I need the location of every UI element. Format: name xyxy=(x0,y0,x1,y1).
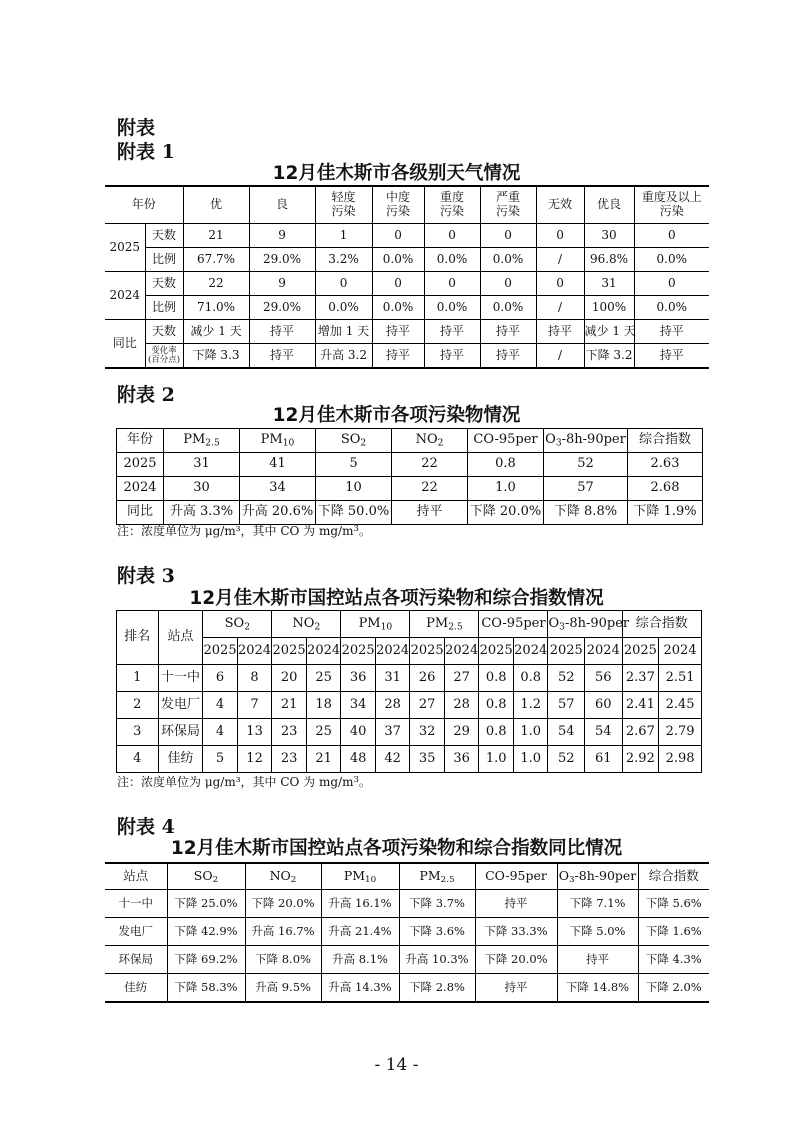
year-cell: 2025 xyxy=(622,638,659,665)
table3-data-row xyxy=(117,665,702,692)
pollutant-table xyxy=(116,428,703,525)
data-cell: 持平 xyxy=(536,320,584,344)
table1-label: 附表 1 xyxy=(117,141,175,163)
header-cell: 排名 xyxy=(117,611,159,665)
data-cell: / xyxy=(536,248,584,272)
table2-label: 附表 2 xyxy=(117,384,175,406)
data-cell: 9 xyxy=(249,224,315,248)
table4-data-row xyxy=(105,974,709,1003)
data-cell: 10 xyxy=(316,477,392,501)
data-cell: 0.0% xyxy=(634,248,709,272)
header-cell: $PM_{2.5}$ xyxy=(399,863,475,890)
row-label-cell: 比例 xyxy=(145,296,183,320)
data-cell: 4 xyxy=(203,719,238,746)
data-cell: 34 xyxy=(240,477,316,501)
data-cell: 0.0% xyxy=(424,296,480,320)
year-cell: 2024 xyxy=(444,638,479,665)
header-cell: 良 xyxy=(249,186,315,224)
data-cell: 2.98 xyxy=(659,746,702,773)
data-cell: 持平 xyxy=(480,320,536,344)
header-cell: $PM_{10}$ xyxy=(240,429,316,453)
data-cell: 67.7% xyxy=(183,248,249,272)
table1-data-row xyxy=(105,272,709,296)
year-cell: 2025 xyxy=(341,638,376,665)
data-cell: 4 xyxy=(203,692,238,719)
table3-title: 12月佳木斯市国控站点各项污染物和综合指数情况 xyxy=(189,588,604,609)
table3-label: 附表 3 xyxy=(117,565,175,587)
table2-title: 12月佳木斯市各项污染物情况 xyxy=(272,405,521,426)
data-cell: 0.8 xyxy=(468,453,544,477)
table2-header-row xyxy=(117,429,703,453)
header-cell: 年份 xyxy=(117,429,164,453)
data-cell: 0 xyxy=(634,224,709,248)
data-cell: 下降 14.8% xyxy=(557,974,638,1003)
data-cell: 下降 5.6% xyxy=(638,890,709,918)
data-cell: 54 xyxy=(548,719,585,746)
data-cell: 持平 xyxy=(557,946,638,974)
header-cell: $NO_2$ xyxy=(272,611,341,638)
data-cell: 0.8 xyxy=(479,692,514,719)
weather-level-table xyxy=(105,185,709,369)
data-cell: 升高 3.3% xyxy=(164,501,240,525)
data-cell: 下降 3.2 xyxy=(584,344,634,369)
data-cell: 28 xyxy=(444,692,479,719)
data-cell: 61 xyxy=(585,746,623,773)
data-cell: 持平 xyxy=(424,344,480,369)
data-cell: 下降 3.3 xyxy=(183,344,249,369)
header-cell: 综合指数 xyxy=(628,429,703,453)
data-cell: 2.41 xyxy=(622,692,659,719)
data-cell: 持平 xyxy=(475,890,557,918)
data-cell: 12 xyxy=(237,746,272,773)
data-cell: 2.68 xyxy=(628,477,703,501)
data-cell: 升高 16.1% xyxy=(321,890,399,918)
row-label-cell: 天数 xyxy=(145,320,183,344)
header-cell: $PM_{10}$ xyxy=(341,611,410,638)
data-cell: 34 xyxy=(341,692,376,719)
data-cell: 57 xyxy=(548,692,585,719)
data-cell: 升高 16.7% xyxy=(245,918,321,946)
row-label-cell: 天数 xyxy=(145,272,183,296)
data-cell: 60 xyxy=(585,692,623,719)
row-label-cell: 变化率 (百分点) xyxy=(145,344,183,369)
header-cell: 重度 污染 xyxy=(424,186,480,224)
row-label-cell: 2025 xyxy=(117,453,164,477)
data-cell: 29.0% xyxy=(249,248,315,272)
data-cell: 下降 2.8% xyxy=(399,974,475,1003)
data-cell: 21 xyxy=(306,746,341,773)
data-cell: 36 xyxy=(341,665,376,692)
table4-header-row xyxy=(105,863,709,890)
table4-label: 附表 4 xyxy=(117,816,175,838)
appendix-label: 附表 xyxy=(117,117,156,139)
table4-data-row xyxy=(105,918,709,946)
data-cell: 0.0% xyxy=(480,296,536,320)
data-cell: 52 xyxy=(548,746,585,773)
header-cell: 站点 xyxy=(158,611,203,665)
data-cell: 30 xyxy=(584,224,634,248)
data-cell: 0.8 xyxy=(479,665,514,692)
data-cell: 下降 1.9% xyxy=(628,501,703,525)
data-cell: 2.63 xyxy=(628,453,703,477)
data-cell: 1.0 xyxy=(479,746,514,773)
header-cell: $PM_{2.5}$ xyxy=(164,429,240,453)
data-cell: 1.0 xyxy=(513,719,548,746)
data-cell: 0.8 xyxy=(513,665,548,692)
data-cell: 下降 7.1% xyxy=(557,890,638,918)
header-cell: $O_3-8h-90per$ xyxy=(544,429,628,453)
data-cell: 下降 58.3% xyxy=(167,974,245,1003)
data-cell: 5 xyxy=(316,453,392,477)
data-cell: 22 xyxy=(183,272,249,296)
data-cell: 41 xyxy=(240,453,316,477)
data-cell: 0 xyxy=(315,272,372,296)
table1-data-row xyxy=(105,248,709,272)
data-cell: 持平 xyxy=(249,320,315,344)
row-label-cell: 2024 xyxy=(117,477,164,501)
header-cell: CO-95per xyxy=(475,863,557,890)
table2-data-row xyxy=(117,501,703,525)
table1-data-row xyxy=(105,320,709,344)
data-cell: 下降 8.0% xyxy=(245,946,321,974)
data-cell: 下降 5.0% xyxy=(557,918,638,946)
table2-data-row xyxy=(117,477,703,501)
header-cell: 综合指数 xyxy=(638,863,709,890)
data-cell: 下降 2.0% xyxy=(638,974,709,1003)
table3-header-row xyxy=(117,611,702,638)
rank-cell: 3 xyxy=(117,719,159,746)
data-cell: 22 xyxy=(392,453,468,477)
site-pollutant-table xyxy=(116,610,702,773)
data-cell: 0.8 xyxy=(479,719,514,746)
data-cell: 下降 33.3% xyxy=(475,918,557,946)
site-cell: 佳纺 xyxy=(105,974,167,1003)
data-cell: 22 xyxy=(392,477,468,501)
data-cell: 23 xyxy=(272,719,307,746)
data-cell: 减少 1 天 xyxy=(183,320,249,344)
data-cell: 0 xyxy=(424,224,480,248)
table2-note: 注：浓度单位为 μg/m³，其中 CO 为 $mg/m^3$。 xyxy=(117,523,371,538)
data-cell: 9 xyxy=(249,272,315,296)
data-cell: 升高 20.6% xyxy=(240,501,316,525)
data-cell: 56 xyxy=(585,665,623,692)
site-cell: 发电厂 xyxy=(105,918,167,946)
header-cell: 年份 xyxy=(105,186,183,224)
data-cell: 升高 21.4% xyxy=(321,918,399,946)
data-cell: 0 xyxy=(372,272,424,296)
data-cell: 5 xyxy=(203,746,238,773)
year-cell: 2024 xyxy=(237,638,272,665)
site-cell: 十一中 xyxy=(105,890,167,918)
data-cell: 2.79 xyxy=(659,719,702,746)
data-cell: 35 xyxy=(410,746,445,773)
data-cell: 1 xyxy=(315,224,372,248)
data-cell: / xyxy=(536,344,584,369)
data-cell: 2.67 xyxy=(622,719,659,746)
data-cell: 30 xyxy=(164,477,240,501)
data-cell: 21 xyxy=(183,224,249,248)
data-cell: 32 xyxy=(410,719,445,746)
header-cell: $SO_2$ xyxy=(203,611,272,638)
data-cell: 7 xyxy=(237,692,272,719)
year-cell: 2024 xyxy=(659,638,702,665)
data-cell: 0 xyxy=(536,272,584,296)
header-cell: $PM_{2.5}$ xyxy=(410,611,479,638)
data-cell: 40 xyxy=(341,719,376,746)
data-cell: 下降 3.6% xyxy=(399,918,475,946)
data-cell: 下降 50.0% xyxy=(316,501,392,525)
data-cell: 2.45 xyxy=(659,692,702,719)
header-cell: $SO_2$ xyxy=(316,429,392,453)
header-cell: $O_3-8h-90per$ xyxy=(548,611,622,638)
header-cell: $O_3-8h-90per$ xyxy=(557,863,638,890)
data-cell: 0 xyxy=(536,224,584,248)
table3-data-row xyxy=(117,719,702,746)
data-cell: 37 xyxy=(375,719,410,746)
header-cell: $NO_2$ xyxy=(245,863,321,890)
data-cell: 31 xyxy=(584,272,634,296)
row-label-cell: 天数 xyxy=(145,224,183,248)
data-cell: 31 xyxy=(164,453,240,477)
data-cell: 持平 xyxy=(475,974,557,1003)
data-cell: 26 xyxy=(410,665,445,692)
table3-year-row xyxy=(117,638,702,665)
data-cell: 持平 xyxy=(372,320,424,344)
data-cell: 1.0 xyxy=(513,746,548,773)
row-label-cell: 同比 xyxy=(117,501,164,525)
data-cell: 71.0% xyxy=(183,296,249,320)
data-cell: 增加 1 天 xyxy=(315,320,372,344)
data-cell: 96.8% xyxy=(584,248,634,272)
data-cell: 52 xyxy=(544,453,628,477)
data-cell: 21 xyxy=(272,692,307,719)
table4-data-row xyxy=(105,946,709,974)
data-cell: 20 xyxy=(272,665,307,692)
data-cell: 13 xyxy=(237,719,272,746)
data-cell: 升高 9.5% xyxy=(245,974,321,1003)
data-cell: 下降 20.0% xyxy=(468,501,544,525)
data-cell: 0 xyxy=(480,224,536,248)
data-cell: 升高 14.3% xyxy=(321,974,399,1003)
data-cell: 8 xyxy=(237,665,272,692)
group-cell: 同比 xyxy=(105,320,145,369)
data-cell: 23 xyxy=(272,746,307,773)
group-cell: 2024 xyxy=(105,272,145,320)
header-cell: 综合指数 xyxy=(622,611,701,638)
data-cell: 52 xyxy=(548,665,585,692)
data-cell: 31 xyxy=(375,665,410,692)
data-cell: 0.0% xyxy=(372,248,424,272)
data-cell: 持平 xyxy=(634,344,709,369)
data-cell: 下降 20.0% xyxy=(245,890,321,918)
year-cell: 2024 xyxy=(375,638,410,665)
data-cell: 0.0% xyxy=(480,248,536,272)
data-cell: 25 xyxy=(306,719,341,746)
data-cell: 下降 3.7% xyxy=(399,890,475,918)
data-cell: 0 xyxy=(480,272,536,296)
table3-data-row xyxy=(117,746,702,773)
table3-data-row xyxy=(117,692,702,719)
data-cell: 下降 42.9% xyxy=(167,918,245,946)
table3-note: 注：浓度单位为 μg/m³，其中 CO 为 $mg/m^3$。 xyxy=(117,774,371,789)
data-cell: 2.37 xyxy=(622,665,659,692)
header-cell: CO-95per xyxy=(479,611,548,638)
group-cell: 2025 xyxy=(105,224,145,272)
data-cell: 持平 xyxy=(480,344,536,369)
year-cell: 2025 xyxy=(203,638,238,665)
data-cell: 持平 xyxy=(392,501,468,525)
data-cell: 持平 xyxy=(634,320,709,344)
rank-cell: 2 xyxy=(117,692,159,719)
table1-data-row xyxy=(105,344,709,369)
data-cell: 持平 xyxy=(372,344,424,369)
table1-header-row xyxy=(105,186,709,224)
data-cell: 29 xyxy=(444,719,479,746)
data-cell: 1.0 xyxy=(468,477,544,501)
site-cell: 佳纺 xyxy=(158,746,203,773)
data-cell: 54 xyxy=(585,719,623,746)
data-cell: 1.2 xyxy=(513,692,548,719)
table2-data-row xyxy=(117,453,703,477)
header-cell: $NO_2$ xyxy=(392,429,468,453)
header-cell: 优 xyxy=(183,186,249,224)
rank-cell: 4 xyxy=(117,746,159,773)
data-cell: / xyxy=(536,296,584,320)
header-cell: CO-95per xyxy=(468,429,544,453)
year-cell: 2024 xyxy=(513,638,548,665)
year-cell: 2025 xyxy=(272,638,307,665)
data-cell: 28 xyxy=(375,692,410,719)
data-cell: 25 xyxy=(306,665,341,692)
table4-data-row xyxy=(105,890,709,918)
header-cell: 无效 xyxy=(536,186,584,224)
table1-title: 12月佳木斯市各级别天气情况 xyxy=(272,163,521,184)
data-cell: 下降 69.2% xyxy=(167,946,245,974)
header-cell: 优良 xyxy=(584,186,634,224)
data-cell: 100% xyxy=(584,296,634,320)
data-cell: 持平 xyxy=(424,320,480,344)
data-cell: 减少 1 天 xyxy=(584,320,634,344)
header-cell: 严重 污染 xyxy=(480,186,536,224)
row-label-cell: 比例 xyxy=(145,248,183,272)
header-cell: 轻度 污染 xyxy=(315,186,372,224)
header-cell: $SO_2$ xyxy=(167,863,245,890)
data-cell: 27 xyxy=(444,665,479,692)
year-cell: 2025 xyxy=(410,638,445,665)
data-cell: 下降 8.8% xyxy=(544,501,628,525)
table1-data-row xyxy=(105,224,709,248)
site-yoy-table xyxy=(105,862,709,1003)
data-cell: 3.2% xyxy=(315,248,372,272)
data-cell: 6 xyxy=(203,665,238,692)
data-cell: 36 xyxy=(444,746,479,773)
data-cell: 0.0% xyxy=(634,296,709,320)
year-cell: 2025 xyxy=(548,638,585,665)
year-cell: 2024 xyxy=(585,638,623,665)
data-cell: 18 xyxy=(306,692,341,719)
site-cell: 发电厂 xyxy=(158,692,203,719)
header-cell: 站点 xyxy=(105,863,167,890)
data-cell: 0 xyxy=(372,224,424,248)
data-cell: 升高 10.3% xyxy=(399,946,475,974)
data-cell: 持平 xyxy=(249,344,315,369)
data-cell: 42 xyxy=(375,746,410,773)
data-cell: 下降 25.0% xyxy=(167,890,245,918)
data-cell: 下降 20.0% xyxy=(475,946,557,974)
data-cell: 0 xyxy=(424,272,480,296)
data-cell: 48 xyxy=(341,746,376,773)
header-cell: $PM_{10}$ xyxy=(321,863,399,890)
site-cell: 环保局 xyxy=(158,719,203,746)
data-cell: 0.0% xyxy=(424,248,480,272)
site-cell: 十一中 xyxy=(158,665,203,692)
table1-data-row xyxy=(105,296,709,320)
table4-title: 12月佳木斯市国控站点各项污染物和综合指数同比情况 xyxy=(170,838,623,859)
data-cell: 下降 4.3% xyxy=(638,946,709,974)
data-cell: 0 xyxy=(634,272,709,296)
data-cell: 29.0% xyxy=(249,296,315,320)
data-cell: 27 xyxy=(410,692,445,719)
header-cell: 中度 污染 xyxy=(372,186,424,224)
year-cell: 2024 xyxy=(306,638,341,665)
header-cell: 重度及以上 污染 xyxy=(634,186,709,224)
site-cell: 环保局 xyxy=(105,946,167,974)
page-number: - 14 - xyxy=(374,1055,419,1075)
data-cell: 2.51 xyxy=(659,665,702,692)
data-cell: 0.0% xyxy=(315,296,372,320)
rank-cell: 1 xyxy=(117,665,159,692)
data-cell: 升高 8.1% xyxy=(321,946,399,974)
data-cell: 下降 1.6% xyxy=(638,918,709,946)
data-cell: 升高 3.2 xyxy=(315,344,372,369)
data-cell: 0.0% xyxy=(372,296,424,320)
data-cell: 57 xyxy=(544,477,628,501)
data-cell: 2.92 xyxy=(622,746,659,773)
year-cell: 2025 xyxy=(479,638,514,665)
